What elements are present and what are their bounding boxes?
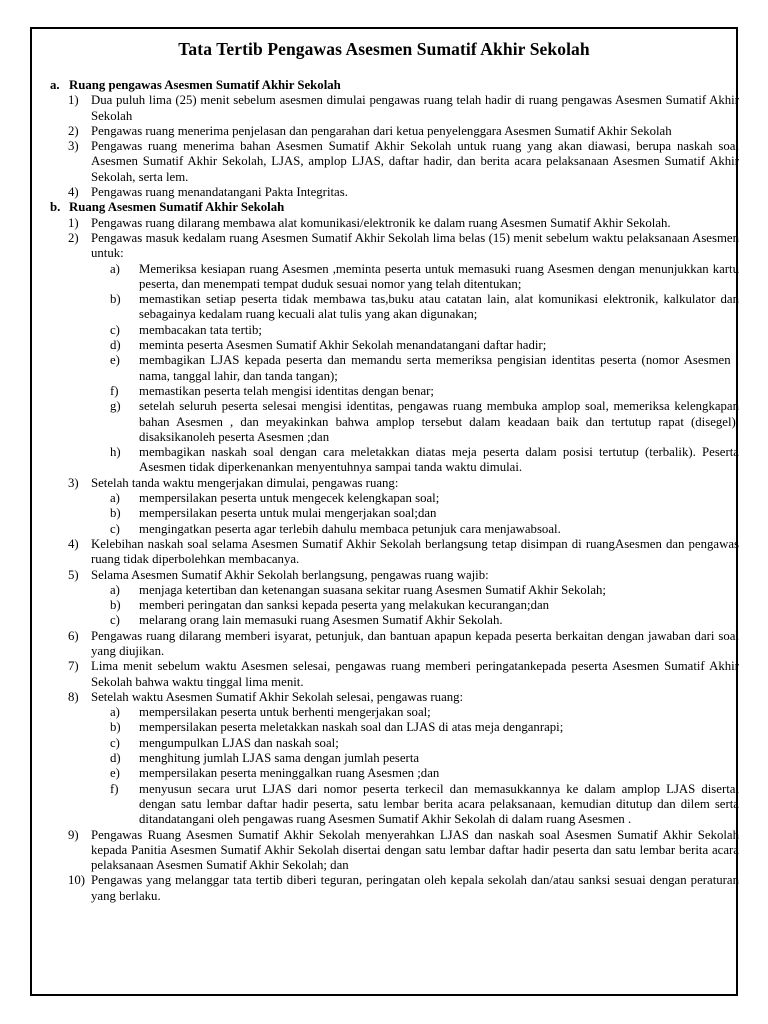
sub-item [50, 338, 739, 353]
list-item [50, 476, 739, 491]
sub-item-text: membacakan tata tertib; [139, 322, 262, 337]
item-number: 10) [68, 873, 86, 888]
sub-item [50, 399, 739, 445]
sub-item-text: memberi peringatan dan sanksi kepada peserta yang melakukan kecurangan;dan [139, 598, 550, 613]
sub-item-text: mempersilakan peserta untuk mengecek kelengkapan soal; [139, 491, 440, 506]
sub-item [50, 522, 739, 537]
item-number: 2) [68, 123, 79, 138]
sub-item-text: Memeriksa kesiapan ruang Asesmen ,meminta peserta untuk memasuki ruang Asesmen dengan menunjukkan kartu peserta, dan menempati tempat duduk sesuai nomor yang telah ditentukan; [139, 261, 739, 291]
sub-item-text: mengingatkan peserta agar terlebih dahulu membaca petunjuk cara menjawabsoal. [139, 521, 561, 536]
list-item [50, 537, 739, 568]
sub-item [50, 262, 739, 293]
item-number: 7) [68, 659, 79, 674]
item-text: Pengawas Ruang Asesmen Sumatif Akhir Sekolah menyerahkan LJAS dan naskah soal Asesmen Sumatif Akhir Sekolah kepada Panitia Asesmen Sumatif Akhir Sekolah disertai dengan satu lembar daftar hadir peserta dan satu lembar berita acara pelaksanaan Asesmen Sumatif Akhir Sekolah; dan [91, 827, 739, 873]
sub-item-label: b) [110, 292, 121, 307]
sub-item-label: f) [110, 781, 119, 796]
item-text: Setelah waktu Asesmen Sumatif Akhir Sekolah selesai, pengawas ruang: [91, 689, 464, 704]
sub-item-text: memastikan peserta telah mengisi identitas dengan benar; [139, 383, 434, 398]
sub-item [50, 782, 739, 828]
item-text: Setelah tanda waktu mengerjakan dimulai, pengawas ruang: [91, 475, 399, 490]
item-text: Pengawas ruang menerima penjelasan dan pengarahan dari ketua penyelenggara Asesmen Sumatif Akhir Sekolah [91, 123, 672, 138]
sub-item-label: d) [110, 338, 121, 353]
section-title: Ruang pengawas Asesmen Sumatif Akhir Sekolah [69, 78, 341, 92]
sub-item-label: d) [110, 751, 121, 766]
list-item [50, 93, 739, 124]
sub-item [50, 736, 739, 751]
item-text: Pengawas ruang menandatangani Pakta Integritas. [91, 185, 348, 200]
sub-item-text: mempersilakan peserta meletakkan naskah soal dan LJAS di atas meja denganrapi; [139, 720, 564, 735]
item-text: Kelebihan naskah soal selama Asesmen Sumatif Akhir Sekolah berlangsung tetap disimpan di ruangAsesmen dan pengawas ruang tidak diperbolehkan membacanya. [91, 536, 739, 567]
item-number: 5) [68, 567, 79, 582]
sub-item [50, 292, 739, 323]
sub-item [50, 751, 739, 766]
sub-item-label: c) [110, 521, 120, 536]
sub-item-label: c) [110, 322, 120, 337]
section-label: b. [50, 200, 61, 215]
sub-item-text: menjaga ketertiban dan ketenangan suasana sekitar ruang Asesmen Sumatif Akhir Sekolah; [139, 582, 606, 597]
sub-item-label: a) [110, 582, 120, 597]
sub-item [50, 506, 739, 521]
sub-item [50, 323, 739, 338]
item-number: 6) [68, 628, 79, 643]
sub-item-text: membagikan naskah soal dengan cara meletakkan diatas meja peserta dalam posisi tertutup (terbalik). Peserta Asesmen tidak diperkenankan menyentuhnya sampai tanda waktu dimulai. [139, 445, 739, 475]
sub-item-text: menghitung jumlah LJAS sama dengan jumlah peserta [139, 751, 420, 766]
item-text: Lima menit sebelum waktu Asesmen selesai, pengawas ruang memberi peringatankepada peserta Asesmen Sumatif Akhir Sekolah bahwa waktu tinggal lima menit. [91, 659, 739, 689]
sub-item [50, 583, 739, 598]
item-number: 2) [68, 230, 79, 245]
list-item [50, 139, 739, 185]
item-number: 3) [68, 475, 79, 490]
sub-item-label: b) [110, 506, 121, 521]
list-item [50, 873, 739, 904]
sub-item-label: c) [110, 613, 120, 628]
sub-item-text: melarang orang lain memasuki ruang Asesmen Sumatif Akhir Sekolah. [139, 613, 503, 628]
document-frame [30, 27, 738, 996]
item-number: 1) [68, 215, 79, 230]
sub-item-label: c) [110, 735, 120, 750]
sub-item [50, 491, 739, 506]
item-text: Pengawas yang melanggar tata tertib diberi teguran, peringatan oleh kepala sekolah dan/atau sanksi sesuai dengan peraturan yang berlaku. [91, 873, 739, 903]
item-number: 8) [68, 689, 79, 704]
sub-item-text: mempersilakan peserta meninggalkan ruang Asesmen ;dan [139, 766, 440, 781]
sub-item [50, 598, 739, 613]
sub-item-label: g) [110, 399, 121, 414]
item-text: Dua puluh lima (25) menit sebelum asesmen dimulai pengawas ruang telah hadir di ruang pengawas Asesmen Sumatif Akhir Sekolah [91, 93, 739, 123]
page-title: Tata Tertib Pengawas Asesmen Sumatif Akhir Sekolah [178, 39, 590, 59]
list-item [50, 629, 739, 660]
item-text: Pengawas ruang menerima bahan Asesmen Sumatif Akhir Sekolah untuk ruang yang akan diawasi, berupa naskah soal Asesmen Sumatif Akhir Sekolah, LJAS, amplop LJAS, daftar hadir, dan berita acara pelaksanaan Asesmen Sumatif Akhir Sekolah, serta lem. [91, 139, 739, 184]
section-title: Ruang Asesmen Sumatif Akhir Sekolah [69, 200, 285, 215]
list-item [50, 185, 739, 200]
item-number: 4) [68, 536, 79, 551]
sub-item-text: mempersilakan peserta untuk berhenti mengerjakan soal; [139, 705, 431, 720]
item-number: 4) [68, 185, 79, 200]
sub-item [50, 720, 739, 735]
sub-item-text: mempersilakan peserta untuk mulai mengerjakan soal;dan [139, 506, 437, 521]
list-item [50, 828, 739, 874]
item-number: 1) [68, 93, 79, 108]
sub-item-label: b) [110, 598, 121, 613]
list-item [50, 216, 739, 231]
list-item [50, 690, 739, 705]
section-label: a. [50, 78, 60, 92]
sub-item [50, 384, 739, 399]
item-text: Pengawas ruang dilarang membawa alat komunikasi/elektronik ke dalam ruang Asesmen Sumatif Akhir Sekolah. [91, 215, 671, 230]
list-item [50, 659, 739, 690]
item-text: Selama Asesmen Sumatif Akhir Sekolah berlangsung, pengawas ruang wajib: [91, 567, 489, 582]
sub-item-text: memastikan setiap peserta tidak membawa tas,buku atau catatan lain, alat komunikasi elektronik, kalkulator dan sebagainya kedalam ruang kecuali alat tulis yang akan digunakan; [139, 292, 739, 322]
sub-item [50, 705, 739, 720]
sub-item-label: h) [110, 445, 121, 460]
sub-item-label: a) [110, 705, 120, 720]
item-number: 9) [68, 827, 79, 842]
section-heading [50, 78, 739, 93]
document-body [50, 78, 739, 904]
sub-item-text: membagikan LJAS kepada peserta dan memandu serta memeriksa pengisian identitas peserta (nomor Asesmen , nama, tanggal lahir, dan tanda tangan); [139, 353, 739, 383]
sub-item-label: a) [110, 491, 120, 506]
sub-item [50, 353, 739, 384]
item-text: Pengawas ruang dilarang memberi isyarat, petunjuk, dan bantuan apapun kepada peserta berkaitan dengan jawaban dari soal yang diujikan. [91, 628, 739, 658]
list-item [50, 124, 739, 139]
sub-item [50, 766, 739, 781]
sub-item-label: a) [110, 261, 120, 276]
sub-item [50, 613, 739, 628]
sub-item-label: e) [110, 353, 120, 368]
item-number: 3) [68, 139, 79, 154]
sub-item-label: f) [110, 383, 119, 398]
list-item [50, 568, 739, 583]
sub-item [50, 445, 739, 476]
sub-item-text: menyusun secara urut LJAS dari nomor peserta terkecil dan memasukkannya ke dalam amplop LJAS disertai dengan satu lembar daftar hadir peserta, satu lembar berita acara pelaksanaan, kemudian ditutup dan dilem serta ditandatangani oleh pengawas ruang Asesmen Sumatif Akhir Sekolah di dalam ruang Asesmen . [139, 781, 739, 827]
sub-item-text: mengumpulkan LJAS dan naskah soal; [139, 735, 339, 750]
sub-item-label: b) [110, 720, 121, 735]
section-heading [50, 200, 739, 215]
item-text: Pengawas masuk kedalam ruang Asesmen Sumatif Akhir Sekolah lima belas (15) menit sebelum waktu pelaksanaan Asesmen untuk: [91, 230, 739, 261]
sub-item-text: setelah seluruh peserta selesai mengisi identitas, pengawas ruang membuka amplop soal, memeriksa kelengkapan bahan Asesmen , dan meyakinkan bahwa amplop tersebut dalam keadaan baik dan tertutup rapat (disegel), disaksikanoleh peserta Asesmen ;dan [139, 399, 739, 444]
sub-item-text: meminta peserta Asesmen Sumatif Akhir Sekolah menandatangani daftar hadir; [139, 338, 547, 353]
sub-item-label: e) [110, 766, 120, 781]
list-item [50, 231, 739, 262]
